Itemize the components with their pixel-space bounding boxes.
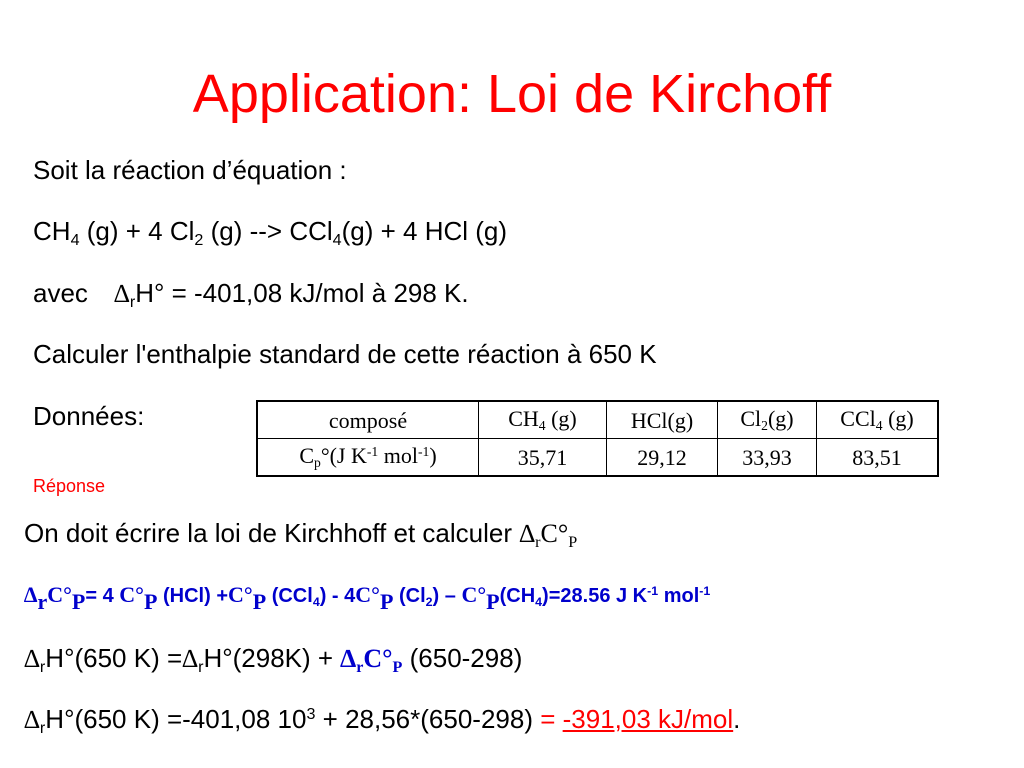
reponse-label: Réponse (33, 476, 106, 496)
cp-symbol: C° (47, 582, 72, 607)
spacer (555, 704, 562, 734)
cp-symbol: C° (540, 519, 569, 548)
formula-text: (Cl (393, 585, 426, 607)
delta-symbol: ∆ (24, 582, 38, 607)
r-subscript: r (198, 658, 204, 677)
cp-unit: ) (429, 443, 437, 468)
formula-text: (CCl (266, 585, 313, 607)
delta-symbol: ∆ (519, 519, 536, 548)
eq-part: CH (33, 216, 71, 246)
header-text: CCl (840, 406, 876, 431)
formula-superscript: -1 (699, 584, 711, 599)
cp-symbol: C° (363, 644, 393, 673)
formula-text: (CH (499, 585, 536, 607)
question-line: Calculer l'enthalpie standard de cette réaction à 650 K (33, 339, 657, 369)
delta-symbol: ∆ (24, 705, 40, 734)
p-subscript: P (568, 534, 578, 552)
formula-text: = 4 (85, 585, 120, 607)
formula-text: H°(650 K) = (45, 643, 183, 673)
row-label-cp (257, 439, 479, 477)
header-text: (g) (882, 406, 914, 431)
eq-subscript: 2 (194, 231, 204, 250)
formula-text: mol (658, 585, 700, 607)
enthalpy-given-line (33, 277, 469, 313)
avec-word: avec (33, 278, 88, 308)
delta-cp-formula (24, 581, 711, 615)
cp-letter: C (299, 443, 314, 468)
header-compose: composé (257, 401, 479, 439)
p-subscript: P (486, 589, 500, 615)
r-subscript: r (37, 589, 48, 615)
formula-superscript: -1 (647, 584, 659, 599)
equals-sign: = (540, 704, 556, 734)
enthalpy-formula-line (24, 642, 522, 679)
kirchhoff-text: On doit écrire la loi de Kirchhoff et calculer (24, 518, 520, 548)
p-subscript: P (252, 589, 267, 615)
cell-ccl4-value: 83,51 (817, 439, 939, 477)
p-subscript: P (379, 589, 394, 615)
cp-symbol: C° (228, 582, 253, 607)
eq-part: (g) + 4 HCl (g) (341, 216, 508, 246)
formula-subscript: 4 (312, 594, 320, 609)
donnees-label: Données: (33, 401, 145, 431)
cell-ch4-value: 35,71 (479, 439, 607, 477)
eq-part: (g) + 4 Cl (79, 216, 195, 246)
formula-text: + 28,56*(650-298) (315, 704, 541, 734)
cp-superscript: -1 (366, 443, 379, 459)
formula-text: ) – (432, 585, 462, 607)
r-subscript: r (39, 658, 46, 677)
final-result: -391,03 kJ/mol (562, 704, 734, 734)
header-subscript: 4 (538, 418, 546, 434)
header-text: (g) (545, 406, 577, 431)
table-row (257, 439, 938, 477)
slide-title: Application: Loi de Kirchoff (192, 64, 832, 124)
header-hcl: HCl(g) (607, 401, 718, 439)
delta-symbol: ∆ (24, 644, 40, 673)
cell-hcl-value: 29,12 (607, 439, 718, 477)
p-subscript: P (143, 589, 158, 615)
r-subscript: r (535, 534, 541, 552)
data-table (256, 400, 939, 477)
r-subscript: r (39, 719, 46, 738)
formula-subscript: 2 (425, 594, 433, 609)
intro-line: Soit la réaction d’équation : (33, 155, 347, 185)
formula-text: ) - 4 (319, 585, 356, 607)
header-subscript: 4 (875, 418, 883, 434)
table-header-row (257, 401, 938, 439)
cp-unit: mol (378, 443, 418, 468)
formula-subscript: 4 (535, 594, 543, 609)
p-subscript: P (71, 589, 86, 615)
eq-part: (g) --> CCl (203, 216, 333, 246)
formula-superscript: 3 (306, 705, 316, 724)
p-subscript: P (392, 659, 403, 677)
delta-symbol: ∆ (113, 279, 130, 308)
cell-cl2-value: 33,93 (718, 439, 817, 477)
cp-unit: °(J K (320, 443, 367, 468)
kirchhoff-line (24, 517, 577, 554)
header-text: Cl (740, 406, 762, 431)
formula-text: H°(650 K) =-401,08 10 (45, 704, 307, 734)
formula-text: (HCl) + (157, 585, 228, 607)
cp-superscript: -1 (417, 443, 430, 459)
header-ch4 (479, 401, 607, 439)
enthalpy-result-line (24, 703, 740, 739)
formula-text: . (733, 704, 741, 734)
r-subscript: r (129, 293, 136, 312)
enthalpy-value: H° = -401,08 kJ/mol à 298 K. (135, 278, 469, 308)
eq-subscript: 4 (70, 231, 80, 250)
delta-symbol: ∆ (182, 644, 199, 673)
delta-symbol: ∆ (340, 644, 357, 673)
r-subscript: r (356, 659, 364, 677)
formula-text: (650-298) (402, 643, 523, 673)
header-text: (g) (767, 406, 794, 431)
cp-symbol: C° (119, 582, 144, 607)
header-subscript: 2 (761, 418, 768, 434)
header-ccl4 (817, 401, 939, 439)
cp-symbol: C° (461, 582, 487, 607)
cp-subscript: p (314, 455, 321, 471)
formula-text: H°(298K) + (203, 643, 341, 673)
formula-text: )=28.56 J K (542, 585, 648, 607)
header-cl2 (718, 401, 817, 439)
eq-subscript: 4 (332, 231, 342, 250)
reaction-equation (33, 215, 507, 251)
cp-symbol: C° (355, 582, 380, 607)
header-text: CH (508, 406, 539, 431)
